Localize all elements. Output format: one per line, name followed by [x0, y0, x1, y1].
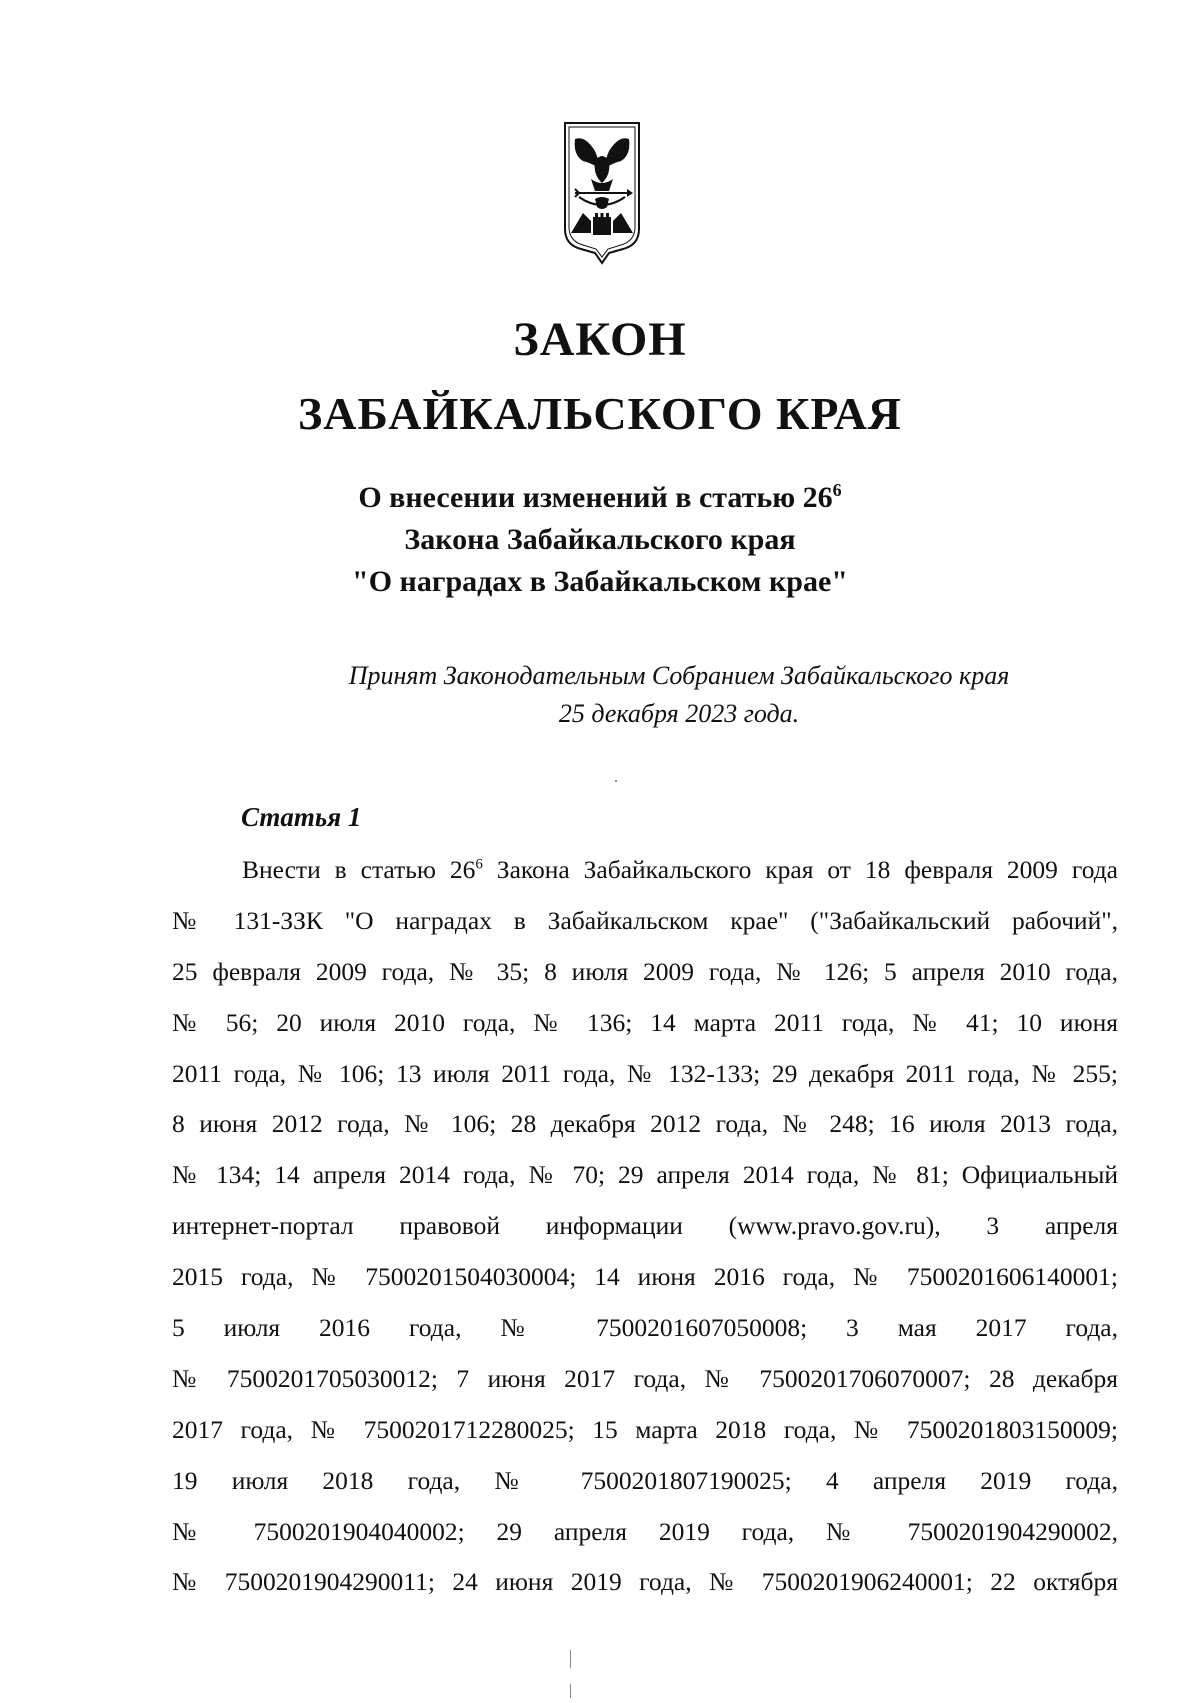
law-subtitle — [0, 477, 1200, 603]
body-line: № 134; 14 апреля 2014 года, № 70; 29 апреля 2014 года, № 81; Официальный — [172, 1160, 1118, 1190]
body-line: 19 июля 2018 года, № 7500201807190025; 4 апреля 2019 года, — [172, 1465, 1118, 1495]
body-line: № 56; 20 июля 2010 года, № 136; 14 марта 2011 года, № 41; 10 июня — [172, 1007, 1118, 1037]
subtitle-line-1: О внесении изменений в статью $26^6$ — [358, 480, 842, 514]
scan-artifact — [570, 1650, 571, 1668]
adoption-note — [310, 657, 1048, 733]
law-title: ЗАКОН — [513, 313, 687, 366]
subtitle-superscript: 6 — [832, 480, 842, 500]
body-line: № 131-ЗЗК "О наградах в Забайкальском крае" ("Забайкальский рабочий", — [172, 905, 1118, 935]
subtitle-line-2: Закона Забайкальского края — [404, 523, 796, 556]
scan-artifact — [570, 1684, 571, 1698]
body-line: 5 июля 2016 года, № 7500201607050008; 3 мая 2017 года, — [172, 1313, 1118, 1343]
body-line: 2015 года, № 7500201504030004; 14 июня 2016 года, № 7500201606140001; — [172, 1262, 1118, 1292]
body-line: интернет-портал правовой информации (www.pravo.gov.ru), 3 апреля — [172, 1211, 1118, 1241]
scan-artifact — [615, 780, 617, 782]
body-line: № 7500201904040002; 29 апреля 2019 года, № 7500201904290002, — [172, 1516, 1118, 1546]
coat-of-arms-emblem — [561, 121, 643, 265]
article-heading: Статья 1 — [241, 802, 362, 832]
region-title: ЗАБАЙКАЛЬСКОГО КРАЯ — [297, 388, 903, 439]
body-line: 2017 года, № 7500201712280025; 15 марта 2018 года, № 7500201803150009; — [172, 1414, 1118, 1444]
adoption-line-1: Принят Законодательным Собранием Забайкальского края — [348, 661, 1010, 690]
adoption-date: 25 декабря 2023 года. — [558, 699, 800, 728]
body-line: № 7500201904290011; 24 июня 2019 года, № 7500201906240001; 22 октября — [172, 1567, 1118, 1597]
subtitle-line-3: "О наградах в Забайкальском крае" — [352, 565, 848, 598]
body-line: 25 февраля 2009 года, № 35; 8 июля 2009 года, № 126; 5 апреля 2010 года, — [172, 956, 1118, 986]
body-line: 8 июня 2012 года, № 106; 28 декабря 2012 года, № 248; 16 июля 2013 года, — [172, 1109, 1118, 1139]
body-line: 2011 года, № 106; 13 июля 2011 года, № 132-133; 29 декабря 2011 года, № 255; — [172, 1058, 1118, 1088]
article-body — [172, 845, 1118, 1608]
body-line: № 7500201705030012; 7 июня 2017 года, № 7500201706070007; 28 декабря — [172, 1363, 1118, 1393]
body-line: Внести в статью $26^6$ Закона Забайкальского края от 18 февраля 2009 года — [242, 855, 1118, 884]
